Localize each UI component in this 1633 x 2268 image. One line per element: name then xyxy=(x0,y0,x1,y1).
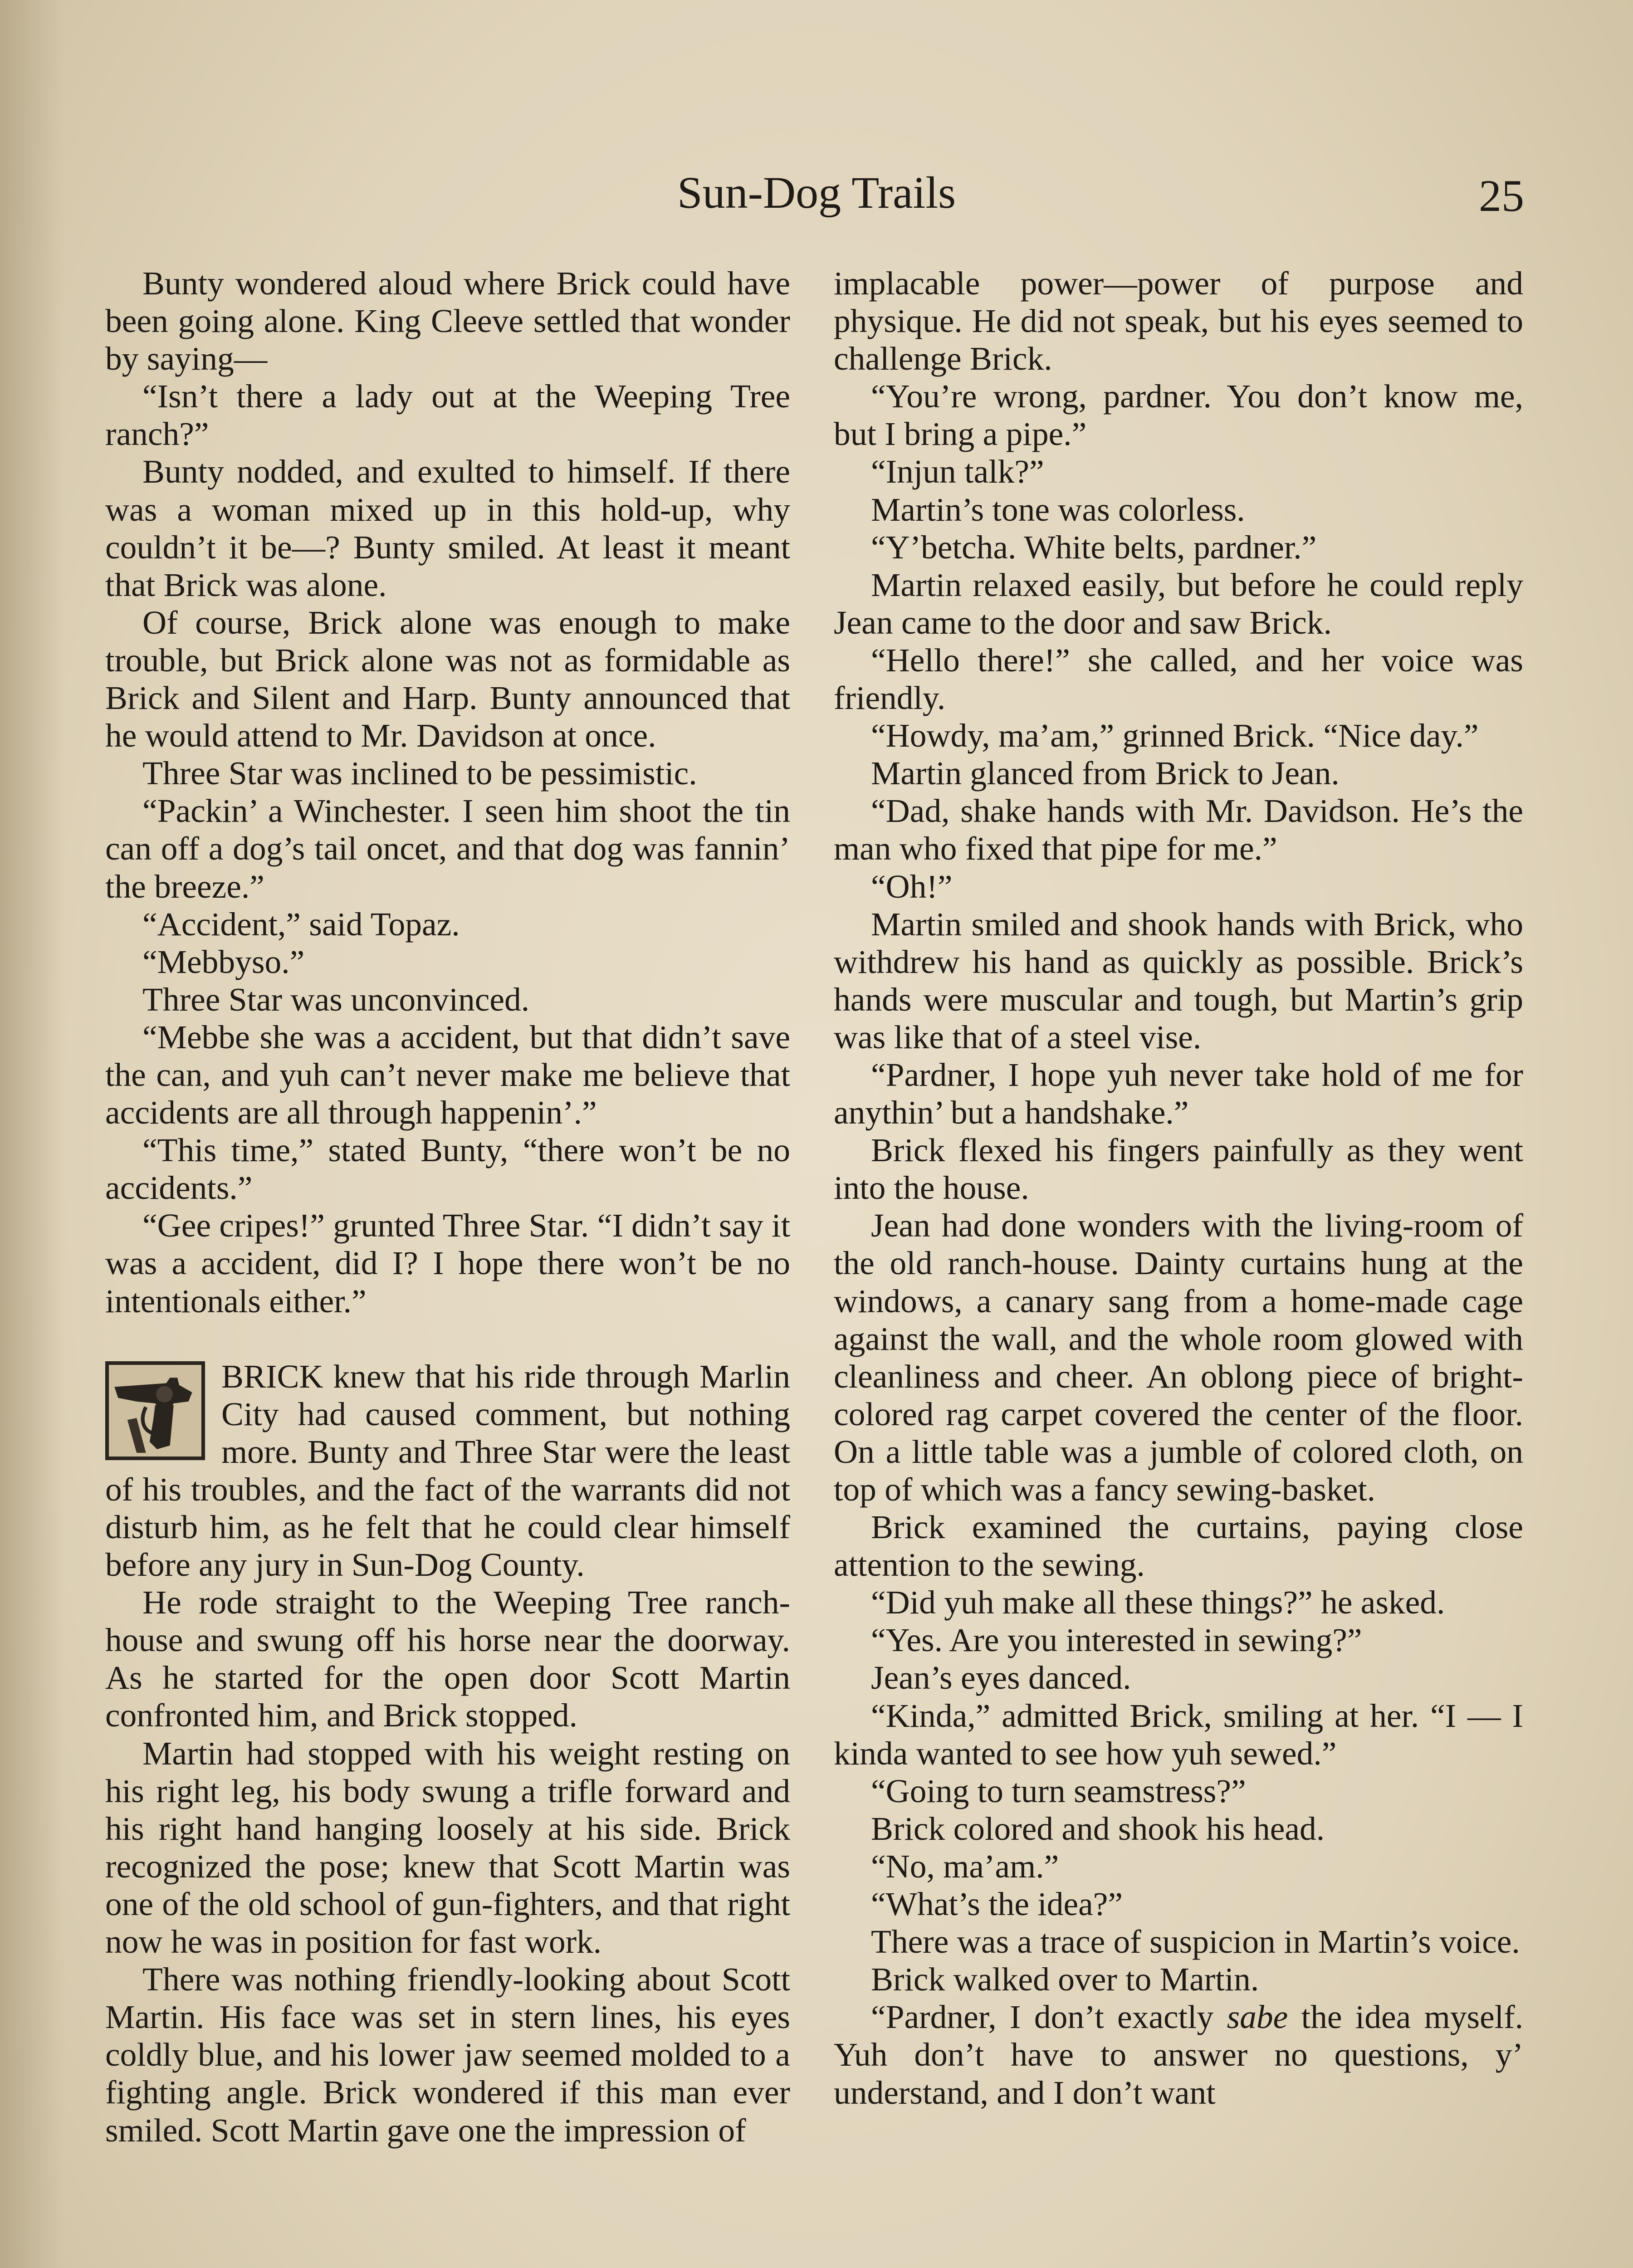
text-run: the idea myself. Yuh don’t have to answer no questions, y’ understand, and I don’t want xyxy=(834,1999,1523,2111)
paragraph: “Mebbe she was a accident, but that didn’t save the can, and yuh can’t never make me believe that accidents are all through happenin’.” xyxy=(105,1018,790,1131)
paragraph: He rode straight to the Weeping Tree ranch-house and swung off his horse near the doorway. As he started for the open door Scott Martin confronted him, and Brick stopped. xyxy=(105,1584,790,1734)
paragraph: “Packin’ a Winchester. I seen him shoot the tin can off a dog’s tail oncet, and that dog was fannin’ the breeze.” xyxy=(105,792,790,905)
running-header-title: Sun-Dog Trails xyxy=(677,167,956,218)
paragraph: “Mebbyso.” xyxy=(142,943,305,980)
section-lead-paragraph: BRICK knew that his ride through Marlin City had caused comment, but nothing more. Bunty and Three Star were the least of his troubles, and the fact of the warrants did not disturb him, as he felt that he could clear himself before any jury in Sun-Dog County. xyxy=(105,1358,790,1584)
continued-paragraph: implacable power—power of purpose and physique. He did not speak, but his eyes seemed to challenge Brick. xyxy=(834,265,1523,377)
paragraph: “Injun talk?” xyxy=(871,453,1044,490)
last-paragraph xyxy=(834,1998,1523,2111)
paragraph: Martin glanced from Brick to Jean. xyxy=(871,755,1340,792)
page-edge-shadow xyxy=(0,0,64,2268)
paragraph: “Isn’t there a lady out at the Weeping Tree ranch?” xyxy=(105,378,790,453)
paragraph: Brick flexed his fingers painfully as they went into the house. xyxy=(834,1132,1523,1207)
paragraph: “What’s the idea?” xyxy=(871,1886,1123,1923)
paragraph: “Y’betcha. White belts, pardner.” xyxy=(871,528,1317,566)
page-number: 25 xyxy=(1479,171,1524,221)
paragraph: There was a trace of suspicion in Martin’s voice. xyxy=(871,1923,1520,1960)
paragraph: “Going to turn seamstress?” xyxy=(871,1772,1246,1809)
left-column-block-1 xyxy=(105,264,790,1320)
paragraph: There was nothing friendly-looking about Scott Martin. His face was set in stern lines, his eyes coldly blue, and his lower jaw seemed molded to a fighting angle. Brick wondered if this man ever smiled. Scott Martin gave one the impression of xyxy=(105,1961,790,2149)
paragraph: “Gee cripes!” grunted Three Star. “I didn’t say it was a accident, did I? I hope there won’t be no intentionals either.” xyxy=(105,1207,790,1320)
right-column xyxy=(834,264,1523,2112)
paragraph: Jean’s eyes danced. xyxy=(871,1659,1131,1696)
paragraph: Of course, Brick alone was enough to make trouble, but Brick alone was not as formidable as Brick and Silent and Harp. Bunty announced that he would attend to Mr. Davidson at once. xyxy=(105,604,790,754)
text-run: “Pardner, I don’t exactly xyxy=(871,1999,1227,2036)
paragraph: Martin relaxed easily, but before he could reply Jean came to the door and saw Brick. xyxy=(834,566,1523,641)
paragraph: Martin’s tone was colorless. xyxy=(871,491,1245,528)
paragraph: Three Star was unconvinced. xyxy=(142,981,530,1018)
italic-word: sabe xyxy=(1227,1999,1288,2036)
paragraph: Jean had done wonders with the living-room of the old ranch-house. Dainty curtains hung at the windows, a canary sang from a home-made cage against the wall, and the whole room glowed with cleanliness and cheer. An oblong piece of bright-colored rag carpet covered the center of the floor. On a little table was a jumble of colored cloth, on top of which was a fancy sewing-basket. xyxy=(834,1207,1523,1508)
paragraph: Brick walked over to Martin. xyxy=(871,1961,1259,1998)
paragraph: Three Star was inclined to be pessimistic. xyxy=(142,755,697,792)
paragraph: “Yes. Are you interested in sewing?” xyxy=(871,1622,1362,1659)
paragraph: Brick colored and shook his head. xyxy=(871,1810,1325,1847)
revolver-icon xyxy=(105,1361,205,1460)
section-break-block xyxy=(105,1358,790,2149)
paragraph: “Accident,” said Topaz. xyxy=(142,905,460,943)
paragraph: “You’re wrong, pardner. You don’t know me, but I bring a pipe.” xyxy=(834,378,1523,453)
paragraph: Martin smiled and shook hands with Brick, who withdrew his hand as quickly as possible. Brick’s hands were muscular and tough, but Martin’s grip was like that of a steel vise. xyxy=(834,905,1523,1056)
paragraph: “Howdy, ma’am,” grinned Brick. “Nice day.” xyxy=(871,717,1479,754)
paragraph: “No, ma’am.” xyxy=(871,1848,1059,1885)
paragraph: Bunty wondered aloud where Brick could have been going alone. King Cleeve settled that wonder by saying— xyxy=(105,265,790,377)
paragraph: “Oh!” xyxy=(871,868,953,905)
paragraph: “Did yuh make all these things?” he asked. xyxy=(871,1584,1445,1621)
paragraph: “This time,” stated Bunty, “there won’t be no accidents.” xyxy=(105,1132,790,1207)
paragraph: “Hello there!” she called, and her voice was friendly. xyxy=(834,641,1523,717)
paragraph: “Kinda,” admitted Brick, smiling at her. “I — I kinda wanted to see how yuh sewed.” xyxy=(834,1697,1523,1772)
left-column xyxy=(105,264,790,2149)
paragraph: Martin had stopped with his weight resting on his right leg, his body swung a trifle forward and his right hand hanging loosely at his side. Brick recognized the pose; knew that Scott Martin was one of the old school of gun-fighters, and that right now he was in position for fast work. xyxy=(105,1735,790,1960)
paragraph: “Pardner, I hope yuh never take hold of me for anythin’ but a handshake.” xyxy=(834,1056,1523,1131)
paragraph: “Dad, shake hands with Mr. Davidson. He’s the man who fixed that pipe for me.” xyxy=(834,792,1523,867)
paragraph: Bunty nodded, and exulted to himself. If there was a woman mixed up in this hold-up, why couldn’t it be—? Bunty smiled. At least it meant that Brick was alone. xyxy=(105,453,790,603)
paragraph: Brick examined the curtains, paying close attention to the sewing. xyxy=(834,1509,1523,1584)
